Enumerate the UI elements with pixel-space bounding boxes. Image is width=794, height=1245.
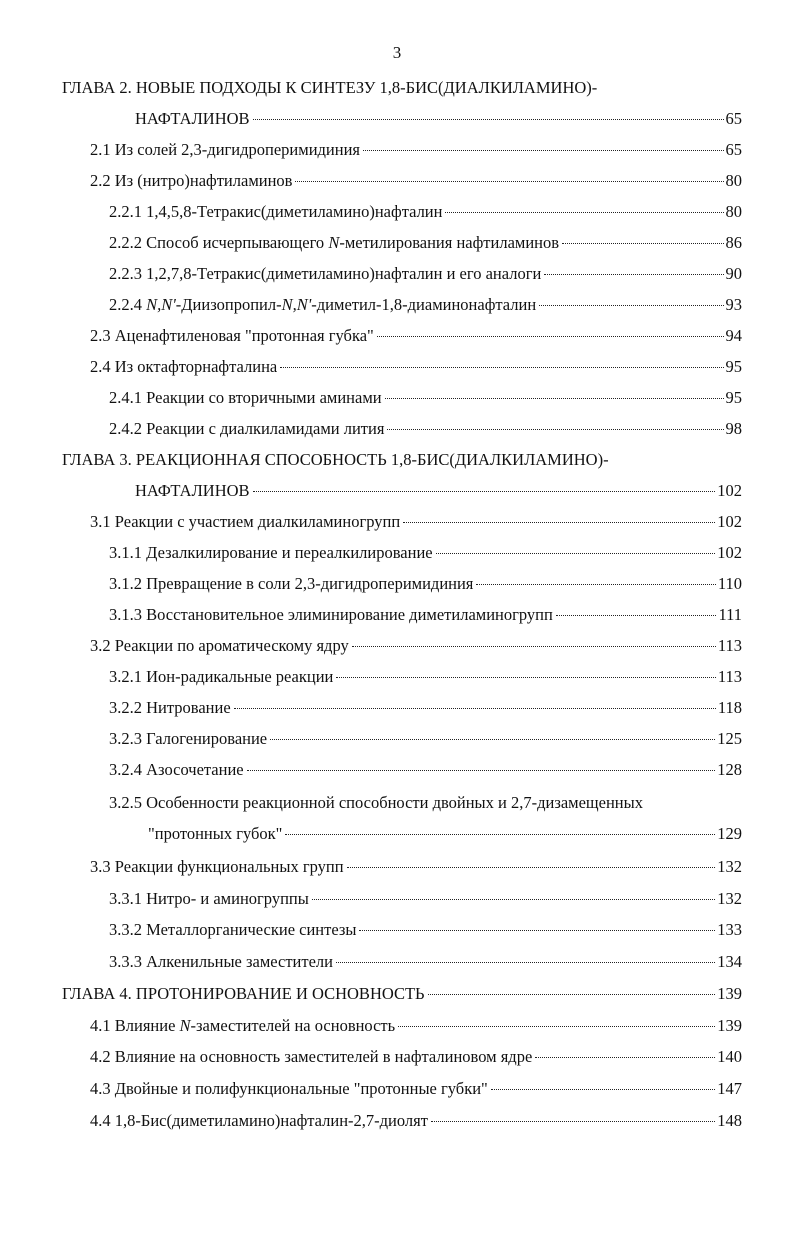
toc-entry-3-1[interactable]: 3.1 Реакции с участием диалкиламиногрупп 102	[90, 512, 742, 531]
toc-entry-3-3-2[interactable]: 3.3.2 Металлорганические синтезы 133	[109, 920, 742, 939]
toc-entry-ch3[interactable]: НАФТАЛИНОВ 102	[135, 481, 742, 500]
page-ref: 113	[717, 667, 742, 686]
page-ref: 95	[725, 357, 742, 376]
page-ref: 139	[717, 984, 742, 1003]
toc-entry-ch2[interactable]: НАФТАЛИНОВ 65	[135, 109, 742, 128]
toc-entry-3-2-5[interactable]: "протонных губок" 129	[148, 824, 742, 843]
page-ref: 90	[725, 264, 742, 283]
page-number: 3	[392, 43, 402, 62]
page-ref: 95	[725, 388, 742, 407]
page-ref: 94	[725, 326, 742, 345]
page-ref: 80	[725, 171, 742, 190]
chapter-2-heading: ГЛАВА 2. НОВЫЕ ПОДХОДЫ К СИНТЕЗУ 1,8-БИС(ДИАЛКИЛАМИНО)-	[62, 78, 598, 97]
toc-entry-3-2[interactable]: 3.2 Реакции по ароматическому ядру 113	[90, 636, 742, 655]
toc-entry-2-4-1[interactable]: 2.4.1 Реакции со вторичными аминами 95	[109, 388, 742, 407]
toc-entry-3-3-3[interactable]: 3.3.3 Алкенильные заместители 134	[109, 952, 742, 971]
toc-entry-4-3[interactable]: 4.3 Двойные и полифункциональные "протонные губки" 147	[90, 1079, 742, 1098]
toc-entry-2-2-4[interactable]: 2.2.4 N,N'-Диизопропил-N,N'-диметил-1,8-диаминонафталин 93	[109, 295, 742, 314]
toc-entry-3-2-3[interactable]: 3.2.3 Галогенирование 125	[109, 729, 742, 748]
page-ref: 132	[717, 857, 742, 876]
toc-entry-2-1[interactable]: 2.1 Из солей 2,3-дигидроперимидиния 65	[90, 140, 742, 159]
page-ref: 111	[718, 605, 742, 624]
page-ref: 65	[725, 140, 742, 159]
page-ref: 118	[717, 698, 742, 717]
toc-entry-3-2-4[interactable]: 3.2.4 Азосочетание 128	[109, 760, 742, 779]
page-ref: 128	[717, 760, 742, 779]
page-ref: 80	[725, 202, 742, 221]
toc-entry-2-3[interactable]: 2.3 Аценафтиленовая "протонная губка" 94	[90, 326, 742, 345]
page-ref: 140	[717, 1047, 742, 1066]
page-ref: 134	[717, 952, 742, 971]
toc-entry-3-2-1[interactable]: 3.2.1 Ион-радикальные реакции 113	[109, 667, 742, 686]
page-ref: 148	[717, 1111, 742, 1130]
page-ref: 133	[717, 920, 742, 939]
page-ref: 102	[717, 481, 742, 500]
page-ref: 86	[725, 233, 742, 252]
page-ref: 93	[725, 295, 742, 314]
toc-entry-2-2-1[interactable]: 2.2.1 1,4,5,8-Тетракис(диметиламино)нафталин 80	[109, 202, 742, 221]
toc-entry-3-3[interactable]: 3.3 Реакции функциональных групп 132	[90, 857, 742, 876]
toc-entry-2-2[interactable]: 2.2 Из (нитро)нафтиламинов 80	[90, 171, 742, 190]
page-ref: 98	[725, 419, 742, 438]
toc-entry-ch4[interactable]: ГЛАВА 4. ПРОТОНИРОВАНИЕ И ОСНОВНОСТЬ 139	[62, 984, 742, 1003]
toc-entry-2-2-2[interactable]: 2.2.2 Способ исчерпывающего N-метилирования нафтиламинов 86	[109, 233, 742, 252]
toc-entry-3-1-3[interactable]: 3.1.3 Восстановительное элиминирование диметиламиногрупп 111	[109, 605, 742, 624]
toc-entry-3-1-2[interactable]: 3.1.2 Превращение в соли 2,3-дигидроперимидиния 110	[109, 574, 742, 593]
toc-entry-3-2-5-heading: 3.2.5 Особенности реакционной способности двойных и 2,7-дизамещенных	[109, 793, 643, 812]
page-ref: 139	[717, 1016, 742, 1035]
page-ref: 102	[717, 543, 742, 562]
page-ref: 102	[717, 512, 742, 531]
toc-entry-4-1[interactable]: 4.1 Влияние N-заместителей на основность 139	[90, 1016, 742, 1035]
toc-entry-3-1-1[interactable]: 3.1.1 Дезалкилирование и переалкилирование 102	[109, 543, 742, 562]
toc-entry-3-2-2[interactable]: 3.2.2 Нитрование 118	[109, 698, 742, 717]
page-ref: 113	[717, 636, 742, 655]
page-ref: 65	[725, 109, 742, 128]
toc-entry-4-2[interactable]: 4.2 Влияние на основность заместителей в нафталиновом ядре 140	[90, 1047, 742, 1066]
toc-entry-2-4[interactable]: 2.4 Из октафторнафталина 95	[90, 357, 742, 376]
page-ref: 129	[717, 824, 742, 843]
chapter-3-heading: ГЛАВА 3. РЕАКЦИОННАЯ СПОСОБНОСТЬ 1,8-БИС(ДИАЛКИЛАМИНО)-	[62, 450, 609, 469]
page-ref: 110	[717, 574, 742, 593]
toc-entry-2-2-3[interactable]: 2.2.3 1,2,7,8-Тетракис(диметиламино)нафталин и его аналоги 90	[109, 264, 742, 283]
toc-entry-3-3-1[interactable]: 3.3.1 Нитро- и аминогруппы 132	[109, 889, 742, 908]
page-ref: 147	[717, 1079, 742, 1098]
page-ref: 125	[717, 729, 742, 748]
toc-entry-2-4-2[interactable]: 2.4.2 Реакции с диалкиламидами лития 98	[109, 419, 742, 438]
page-ref: 132	[717, 889, 742, 908]
toc-entry-4-4[interactable]: 4.4 1,8-Бис(диметиламино)нафталин-2,7-диолят 148	[90, 1111, 742, 1130]
